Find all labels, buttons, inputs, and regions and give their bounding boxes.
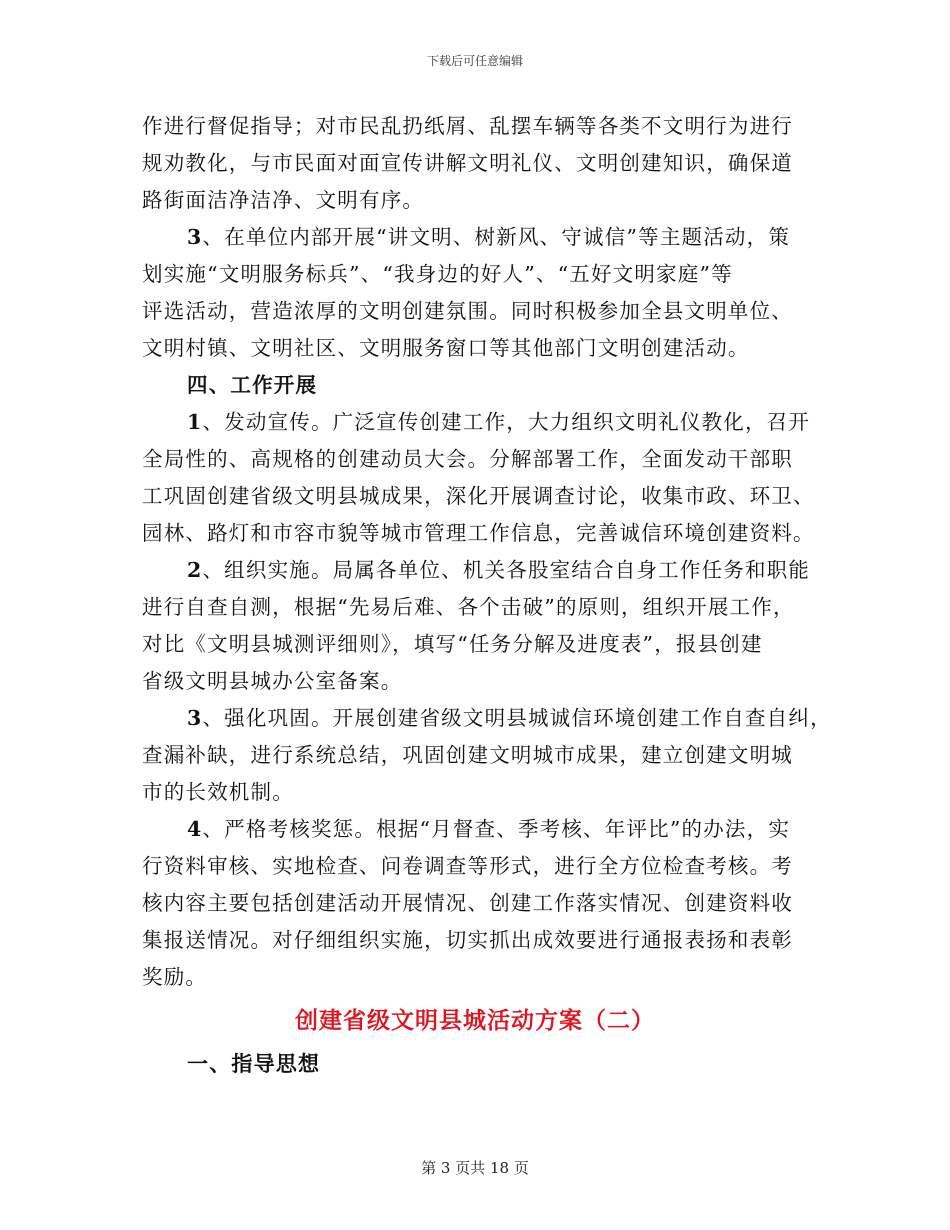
text-line: 评选活动，营造浓厚的文明创建氛围。同时积极参加全县文明单位、: [142, 299, 793, 323]
page-header-note: 下载后可任意编辑: [426, 54, 523, 68]
paragraph-lines: [142, 108, 832, 996]
text-line: 规劝教化，与市民面对面宣传讲解文明礼仪、文明创建知识，确保道: [142, 151, 793, 175]
text-line: 全局性的、高规格的创建动员大会。分解部署工作，全面发动干部职: [142, 447, 793, 471]
list-number: 3: [187, 225, 203, 249]
text-line: 工巩固创建省级文明县城成果，深化开展调查讨论，收集市政、环卫、: [142, 484, 815, 508]
text-line: 4、严格考核奖惩。根据“月督查、季考核、年评比”的办法，实: [187, 817, 791, 841]
text-line: 作进行督促指导；对市民乱扔纸屑、乱摆车辆等各类不文明行为进行: [142, 114, 793, 138]
text-line: 查漏补缺，进行系统总结，巩固创建文明城市成果，建立创建文明城: [142, 743, 793, 767]
text-line: 市的长效机制。: [142, 780, 294, 804]
text-line: 路街面洁净洁净、文明有序。: [142, 188, 425, 212]
text-line: 文明村镇、文明社区、文明服务窗口等其他部门文明创建活动。: [142, 336, 750, 360]
text-line: 核内容主要包括创建活动开展情况、创建工作落实情况、创建资料收: [142, 891, 793, 915]
text-line: 奖励。: [142, 965, 208, 989]
section-title: 创建省级文明县城活动方案（二）: [295, 1007, 655, 1034]
list-number: 2: [187, 558, 203, 582]
text-line: 1、发动宣传。广泛宣传创建工作，大力组织文明礼仪教化，召开: [187, 410, 811, 434]
list-number: 3: [187, 706, 203, 730]
text-line: 对比《文明县城测评细则》，填写“任务分解及进度表”，报县创建: [142, 632, 763, 656]
list-number: 1: [187, 410, 203, 434]
text-line: 省级文明县城办公室备案。: [142, 669, 403, 693]
document-body: [142, 108, 832, 1084]
text-line: 3、在单位内部开展“讲文明、树新风、守诚信”等主题活动，策: [187, 225, 791, 249]
text-line: 进行自查自测，根据“先易后难、各个击破”的原则，组织开展工作，: [142, 595, 795, 619]
page-footer-number: 第 3 页共 18 页: [421, 1159, 529, 1177]
text-line: 行资料审核、实地检查、问卷调查等形式，进行全方位检查考核。考: [142, 854, 793, 878]
list-number: 4: [187, 817, 203, 841]
text-line: 园林、路灯和市容市貌等城市管理工作信息，完善诚信环境创建资料。: [142, 521, 815, 545]
text-line: 2、组织实施。局属各单位、机关各股室结合自身工作任务和职能: [187, 558, 811, 582]
text-line: 划实施“文明服务标兵”、“我身边的好人”、“五好文明家庭”等: [142, 262, 733, 286]
subheading: 一、指导思想: [187, 1051, 321, 1076]
text-line: 集报送情况。对仔细组织实施，切实抓出成效要进行通报表扬和表彰: [142, 928, 793, 952]
text-line: 四、工作开展: [187, 373, 318, 397]
text-line: 3、强化巩固。开展创建省级文明县城诚信环境创建工作自查自纠，: [187, 706, 832, 730]
